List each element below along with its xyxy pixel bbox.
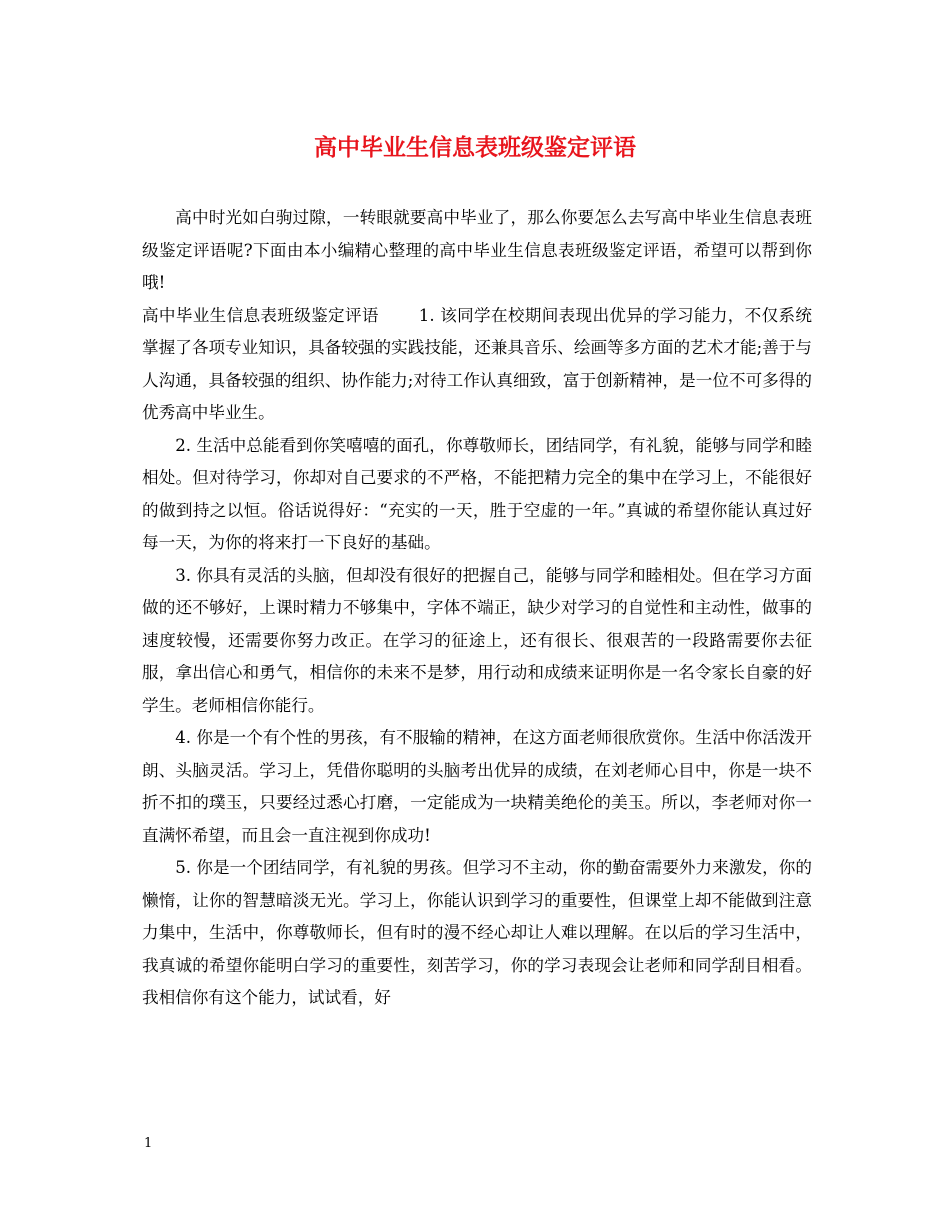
section-heading: 高中毕业生信息表班级鉴定评语 bbox=[142, 305, 379, 325]
document-title: 高中毕业生信息表班级鉴定评语 bbox=[314, 134, 636, 161]
comment-item-3: 3. 你具有灵活的头脑，但却没有很好的把握自己，能够与同学和睦相处。但在学习方面做的还不够好，上课时精力不够集中，字体不端正，缺少对学习的自觉性和主动性，做事的速度较慢，还需要你努力改正。在学习的征途上，还有很长、很艰苦的一段路需要你去征服，拿出信心和勇气，相信你的未来不是梦，用行动和成绩来证明你是一名令家长自豪的好学生。老师相信你能行。 bbox=[142, 565, 812, 715]
comment-item-1: 1. 该同学在校期间表现出优异的学习能力，不仅系统掌握了各项专业知识，具备较强的实践技能，还兼具音乐、绘画等多方面的艺术才能;善于与人沟通，具备较强的组织、协作能力;对待工作认真细致，富于创新精神，是一位不可多得的优秀高中毕业生。 bbox=[142, 305, 813, 422]
intro-paragraph: 高中时光如白驹过隙，一转眼就要高中毕业了，那么你要怎么去写高中毕业生信息表班级鉴定评语呢?下面由本小编精心整理的高中毕业生信息表班级鉴定评语，希望可以帮到你哦! bbox=[142, 208, 812, 292]
comment-item-2: 2. 生活中总能看到你笑嘻嘻的面孔，你尊敬师长，团结同学，有礼貌，能够与同学和睦相处。但对待学习，你却对自己要求的不严格，不能把精力完全的集中在学习上，不能很好的做到持之以恒。俗话说得好：“充实的一天，胜于空虚的一年。”真诚的希望你能认真过好每一天，为你的将来打一下良好的基础。 bbox=[142, 435, 812, 552]
comment-item-4: 4. 你是一个有个性的男孩，有不服输的精神，在这方面老师很欣赏你。生活中你活泼开朗、头脑灵活。学习上，凭借你聪明的头脑考出优异的成绩，在刘老师心目中，你是一块不折不扣的璞玉，只要经过悉心打磨，一定能成为一块精美绝伦的美玉。所以，李老师对你一直满怀希望，而且会一直注视到你成功! bbox=[142, 728, 812, 845]
page-number: 1 bbox=[144, 1136, 153, 1151]
first-comment-paragraph bbox=[142, 300, 812, 430]
comment-item-5: 5. 你是一个团结同学，有礼貌的男孩。但学习不主动，你的勤奋需要外力来激发，你的懒惰，让你的智慧暗淡无光。学习上，你能认识到学习的重要性，但课堂上却不能做到注意力集中，生活中，你尊敬师长，但有时的漫不经心却让人难以理解。在以后的学习生活中，我真诚的希望你能明白学习的重要性，刻苦学习，你的学习表现会让老师和同学刮目相看。我相信你有这个能力，试试看，好 bbox=[142, 858, 812, 1007]
document-body bbox=[142, 202, 812, 1015]
